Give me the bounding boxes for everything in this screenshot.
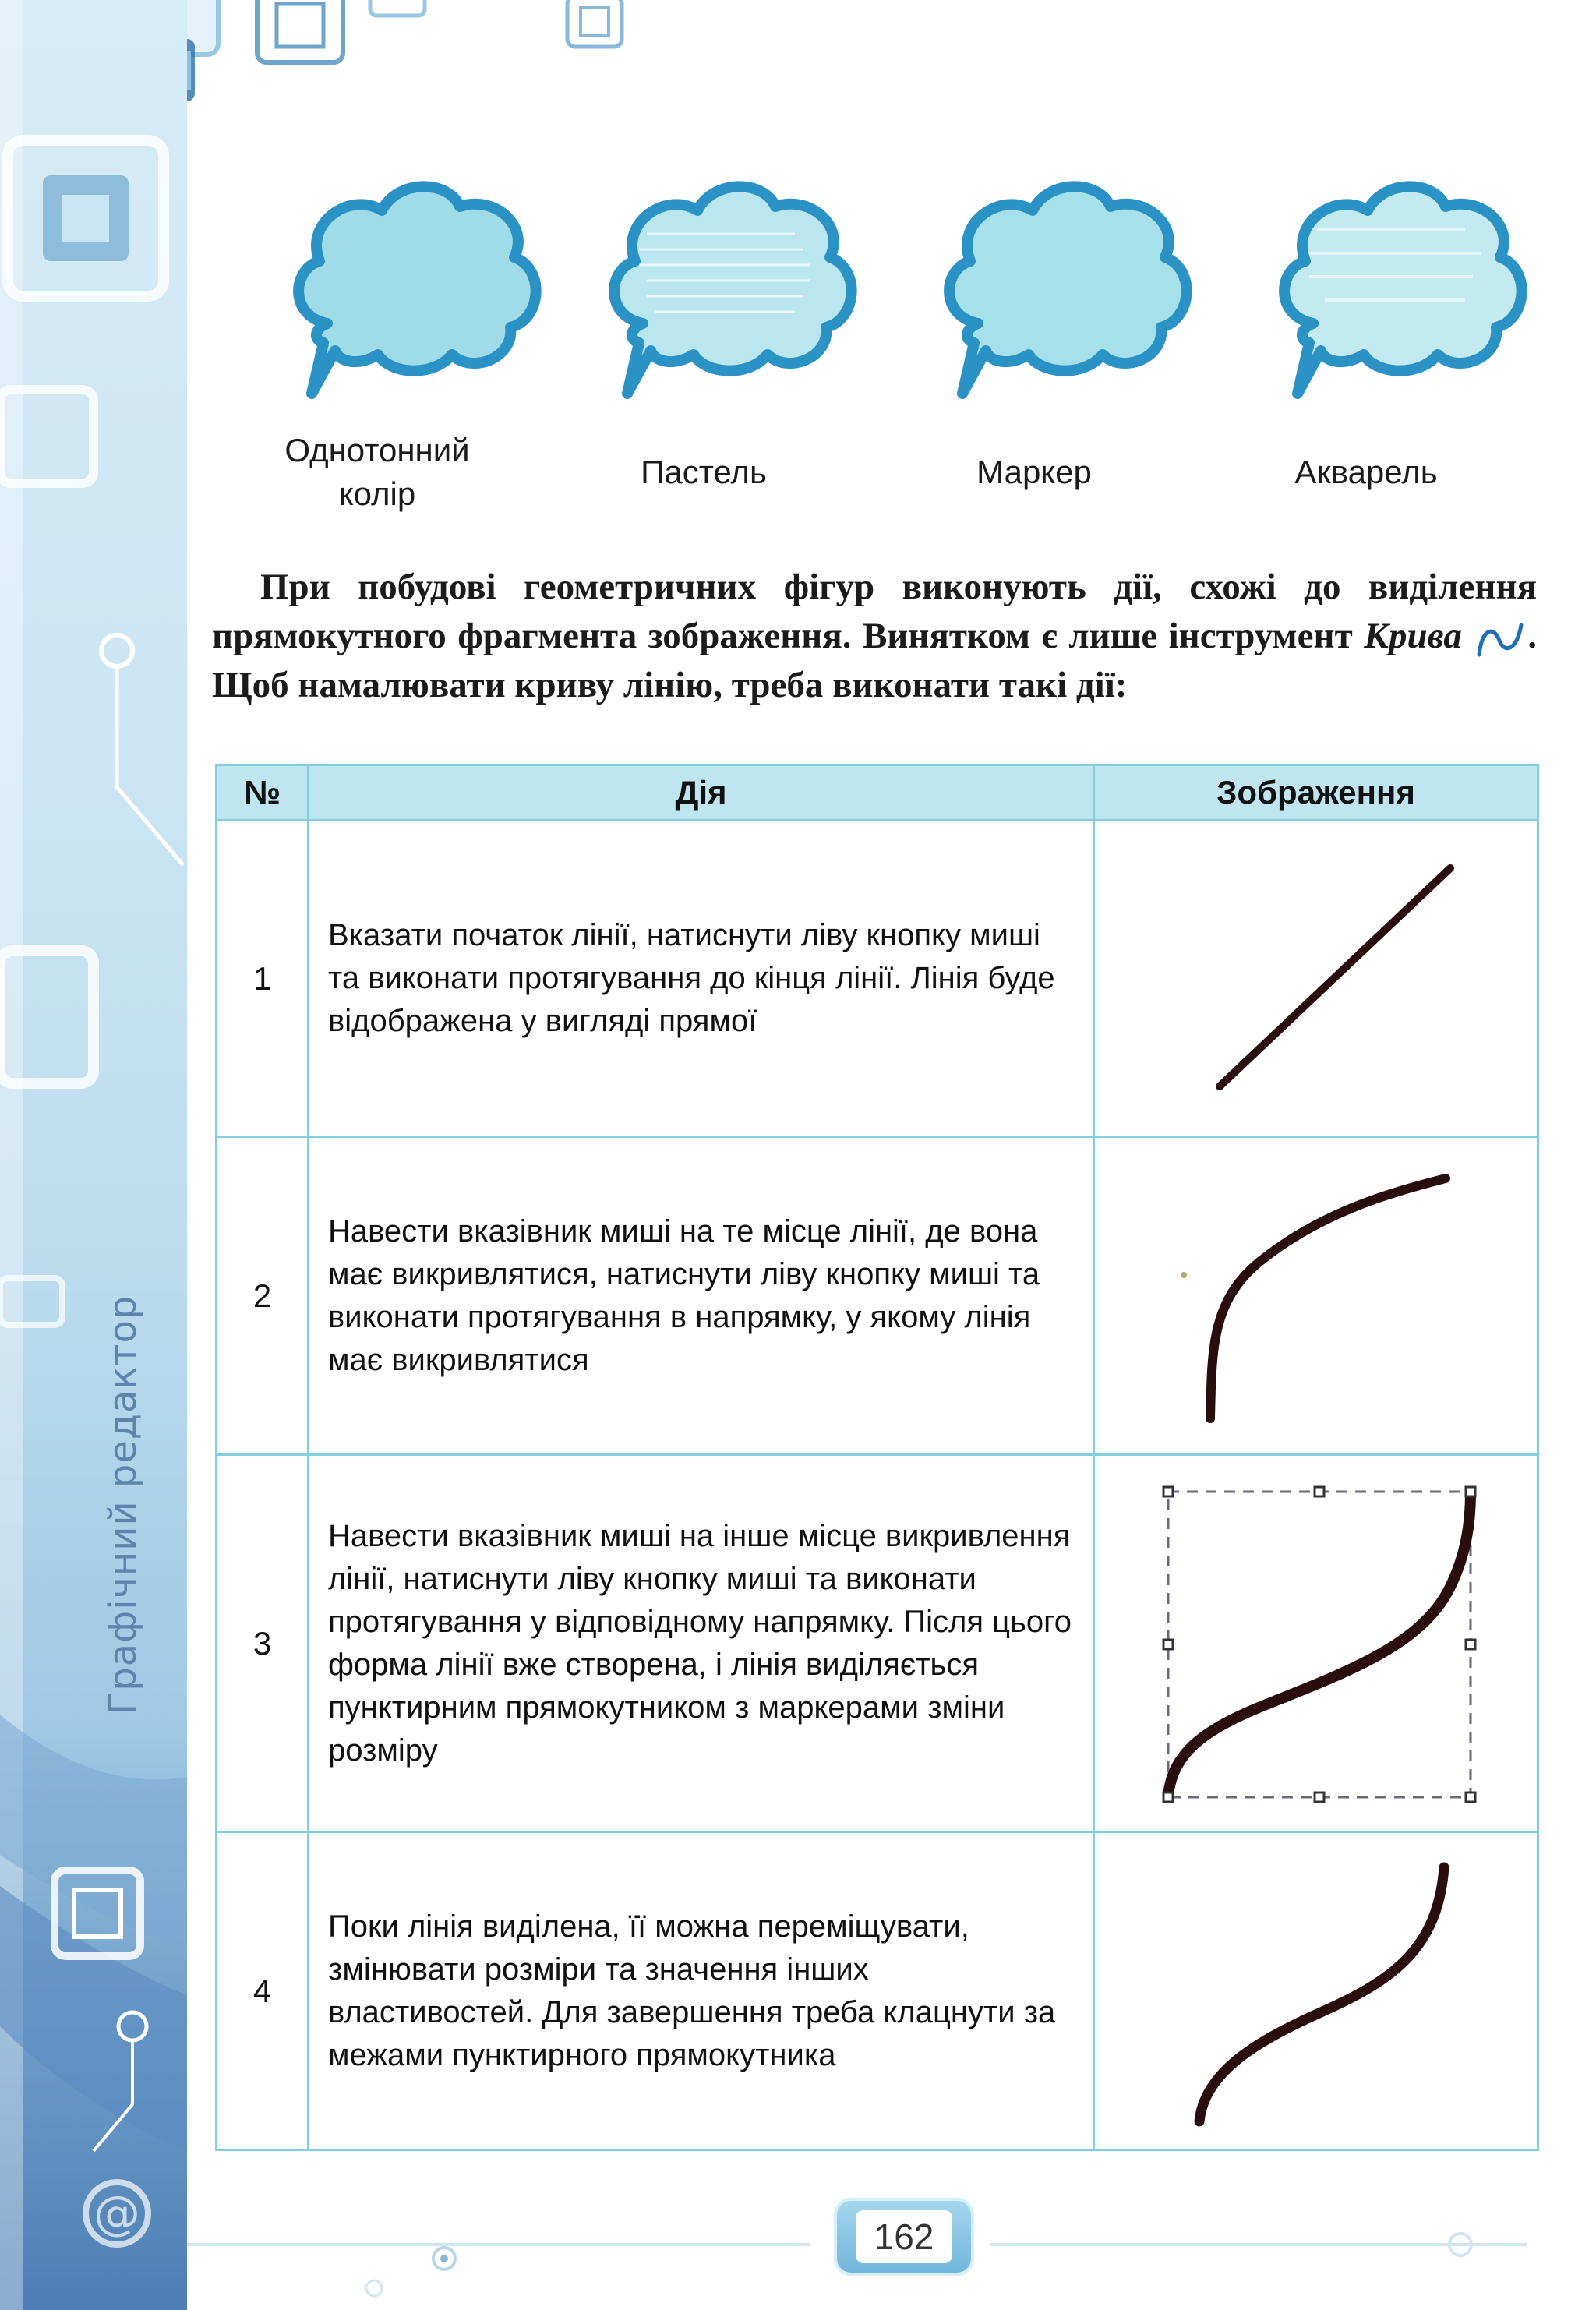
cloud-label-marker: Маркер <box>976 454 1092 490</box>
final-curve-figure <box>1095 1833 1539 2151</box>
step-action: Поки лінія виділена, її можна переміщувати, змінювати розміри та значення інших властивостей. Для завершення треба клацнути за межами пунктирного прямокутника <box>309 1832 1094 2150</box>
header-image: Зображення <box>1094 765 1538 821</box>
resize-handles <box>1163 1487 1475 1802</box>
curve-steps-table <box>215 764 1539 2151</box>
step-number: 2 <box>217 1137 309 1455</box>
cloud-label-watercolor: Акварель <box>1294 454 1438 490</box>
cloud-watercolor <box>1284 186 1522 394</box>
step-number: 4 <box>217 1832 309 2150</box>
step-action: Навести вказівник миші на інше місце викривлення лінії, натиснути ліву кнопку миші та виконати протягування у відповідному напрямку. Після цього форма лінії вже створена, і лінія виділяється пунктирним прямокутником з маркерами зміни розміру <box>309 1455 1094 1832</box>
page-number: 162 <box>856 2210 952 2263</box>
cloud-marker <box>949 186 1187 394</box>
step-image <box>1094 821 1538 1137</box>
curve-tool-name: Крива <box>1364 616 1462 656</box>
cloud-label-solid: Однотонний колір <box>284 432 470 512</box>
cloud-solid-color <box>298 186 536 394</box>
header-action: Дія <box>309 765 1094 821</box>
step-number: 3 <box>217 1455 309 1832</box>
step-number: 1 <box>217 821 309 1137</box>
header-number: № <box>217 765 309 821</box>
selected-curve-figure <box>1095 1456 1539 1833</box>
cloud-label-pastel: Пастель <box>641 454 767 490</box>
table-row <box>217 1455 1538 1832</box>
step-image <box>1094 1455 1538 1832</box>
cloud-examples <box>0 0 1596 436</box>
cloud-pastel <box>614 186 852 394</box>
step-action: Вказати початок лінії, натиснути ліву кнопку миші та виконати протягування до кінця лінії. Лінія буде відображена у вигляді прямої <box>309 821 1094 1137</box>
straight-line-figure <box>1095 821 1539 1138</box>
table-row <box>217 1832 1538 2150</box>
step-action: Навести вказівник миші на те місце лінії, де вона має викривлятися, натиснути ліву кнопку миші та виконати протягування в напрямку, у якому лінія має викривлятися <box>309 1137 1094 1455</box>
step-image <box>1094 1137 1538 1455</box>
section-vertical-title: Графічний редактор <box>101 1295 145 1715</box>
bent-line-figure <box>1095 1138 1539 1456</box>
svg-text:@: @ <box>94 2186 140 2241</box>
step-image <box>1094 1832 1538 2150</box>
table-row <box>217 821 1538 1137</box>
curve-tool-icon <box>1473 619 1527 659</box>
table-row <box>217 1137 1538 1455</box>
table-header-row <box>217 765 1538 821</box>
intro-paragraph: При побудові геометричних фігур виконують дії, схожі до виділення прямокутного фрагмента зображення. Винятком є лише інструмент Крива . Щоб намалювати криву лінію, треба виконати такі дії: <box>212 567 1537 705</box>
